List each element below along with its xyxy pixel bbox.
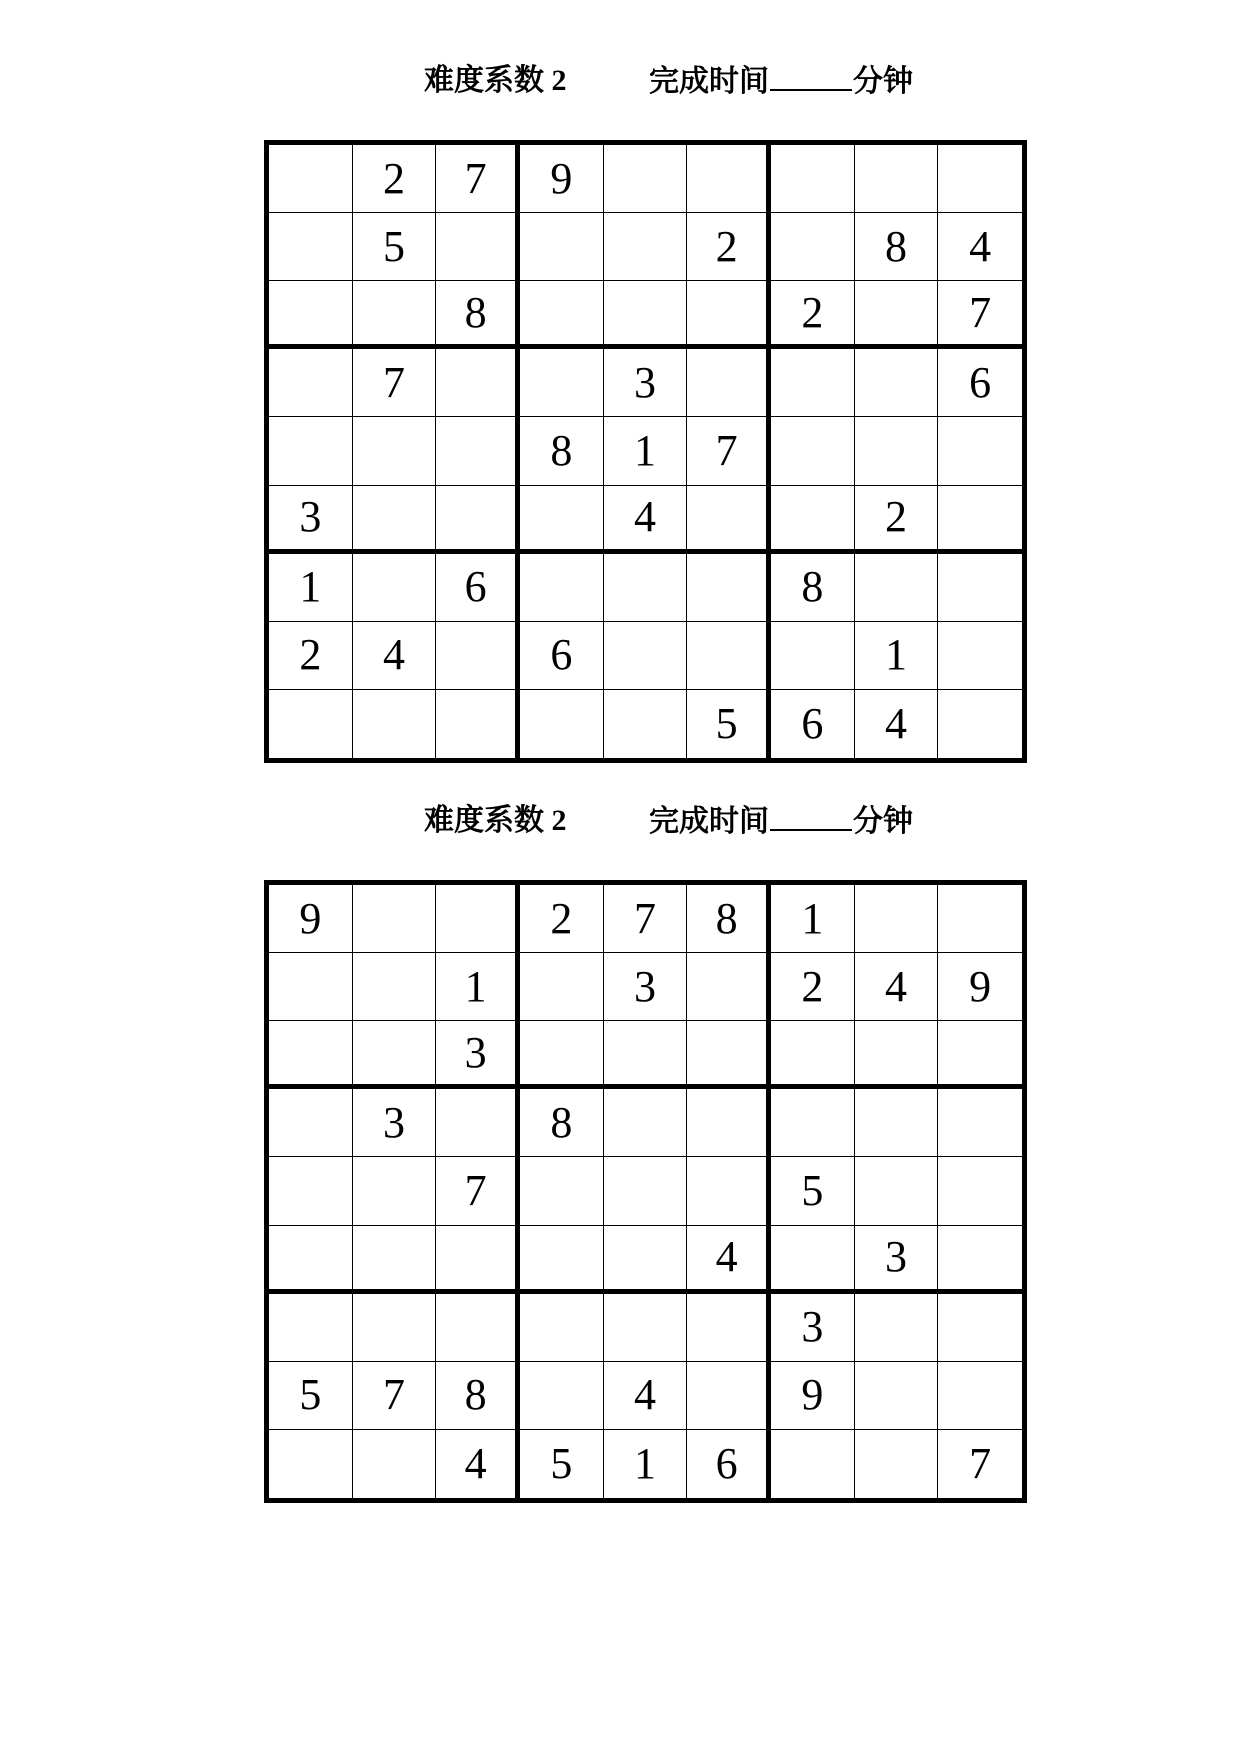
sudoku-cell[interactable]: 1 xyxy=(855,622,939,690)
sudoku-cell[interactable]: 5 xyxy=(687,690,771,758)
sudoku-cell[interactable]: 7 xyxy=(436,145,520,213)
sudoku-cell[interactable]: 8 xyxy=(520,1089,604,1157)
sudoku-cell[interactable] xyxy=(687,145,771,213)
sudoku-cell[interactable]: 9 xyxy=(520,145,604,213)
sudoku-cell[interactable] xyxy=(855,281,939,349)
sudoku-cell[interactable] xyxy=(520,690,604,758)
completion-time-label xyxy=(649,801,913,842)
sudoku-cell[interactable]: 7 xyxy=(687,417,771,485)
sudoku-cell[interactable] xyxy=(604,554,688,622)
sudoku-cell[interactable] xyxy=(520,1362,604,1430)
sudoku-cell[interactable] xyxy=(938,1226,1022,1294)
sudoku-cell[interactable] xyxy=(436,885,520,953)
sudoku-cell[interactable]: 1 xyxy=(436,953,520,1021)
sudoku-cell[interactable] xyxy=(520,213,604,281)
sudoku-cell[interactable] xyxy=(771,1430,855,1498)
sudoku-cell[interactable] xyxy=(436,1226,520,1294)
sudoku-cell[interactable]: 2 xyxy=(269,622,353,690)
sudoku-cell[interactable] xyxy=(269,349,353,417)
sudoku-cell[interactable]: 3 xyxy=(604,349,688,417)
sudoku-cell[interactable]: 2 xyxy=(520,885,604,953)
sudoku-cell[interactable] xyxy=(938,145,1022,213)
sudoku-cell[interactable]: 4 xyxy=(353,622,437,690)
sudoku-cell[interactable]: 5 xyxy=(771,1157,855,1225)
sudoku-cell[interactable] xyxy=(855,417,939,485)
sudoku-cell[interactable] xyxy=(520,1021,604,1089)
sudoku-cell[interactable] xyxy=(687,1021,771,1089)
sudoku-cell[interactable] xyxy=(520,1294,604,1362)
time-suffix: 分钟 xyxy=(853,805,913,838)
sudoku-cell[interactable]: 3 xyxy=(771,1294,855,1362)
sudoku-cell[interactable] xyxy=(938,1157,1022,1225)
sudoku-cell[interactable] xyxy=(855,349,939,417)
sudoku-cell[interactable] xyxy=(269,1157,353,1225)
sudoku-cell[interactable] xyxy=(771,1089,855,1157)
sudoku-cell[interactable]: 7 xyxy=(969,1438,992,1488)
sudoku-cell[interactable]: 8 xyxy=(855,213,939,281)
puzzle-1-header xyxy=(0,61,1241,101)
sudoku-cell[interactable]: 6 xyxy=(687,1430,771,1498)
sudoku-cell[interactable] xyxy=(353,1430,437,1498)
sudoku-cell[interactable] xyxy=(353,1021,437,1089)
sudoku-cell[interactable] xyxy=(604,622,688,690)
sudoku-cell[interactable] xyxy=(520,349,604,417)
sudoku-grid-2 xyxy=(264,880,1027,1503)
completion-time-label xyxy=(649,61,913,102)
time-suffix: 分钟 xyxy=(853,65,913,98)
sudoku-cell[interactable] xyxy=(604,281,688,349)
sudoku-cell[interactable] xyxy=(687,281,771,349)
sudoku-cell[interactable]: 5 xyxy=(269,1362,353,1430)
sudoku-cell[interactable] xyxy=(687,953,771,1021)
sudoku-cell[interactable] xyxy=(353,486,437,554)
sudoku-cell[interactable] xyxy=(353,885,437,953)
sudoku-cell[interactable] xyxy=(269,1021,353,1089)
sudoku-cell[interactable] xyxy=(269,213,353,281)
sudoku-cell[interactable] xyxy=(353,953,437,1021)
sudoku-cell[interactable] xyxy=(604,1089,688,1157)
sudoku-cell[interactable] xyxy=(938,1362,1022,1430)
sudoku-cell[interactable] xyxy=(353,417,437,485)
sudoku-cell[interactable] xyxy=(687,1089,771,1157)
sudoku-cell[interactable]: 1 xyxy=(604,1430,688,1498)
sudoku-cell[interactable]: 4 xyxy=(855,953,939,1021)
sudoku-cell[interactable] xyxy=(269,690,353,758)
sudoku-cell[interactable]: 7 xyxy=(604,885,688,953)
sudoku-cell[interactable] xyxy=(855,885,939,953)
sudoku-cell[interactable] xyxy=(771,145,855,213)
sudoku-cell[interactable] xyxy=(855,1362,939,1430)
sudoku-cell[interactable]: 7 xyxy=(353,1362,437,1430)
sudoku-cell[interactable] xyxy=(269,281,353,349)
sudoku-cell[interactable] xyxy=(269,1226,353,1294)
sudoku-cell[interactable] xyxy=(855,1430,939,1498)
sudoku-cell[interactable]: 2 xyxy=(353,145,437,213)
sudoku-cell[interactable] xyxy=(436,349,520,417)
sudoku-cell[interactable]: 1 xyxy=(771,885,855,953)
sudoku-cell[interactable] xyxy=(687,349,771,417)
sudoku-cell[interactable]: 8 xyxy=(436,1362,520,1430)
sudoku-cell[interactable] xyxy=(604,690,688,758)
sudoku-cell[interactable] xyxy=(687,486,771,554)
sudoku-cell[interactable]: 4 xyxy=(436,1430,520,1498)
sudoku-cell[interactable] xyxy=(520,486,604,554)
sudoku-cell[interactable] xyxy=(938,1089,1022,1157)
sudoku-cell[interactable]: 8 xyxy=(436,281,520,349)
sudoku-cell[interactable] xyxy=(436,690,520,758)
sudoku-cell[interactable] xyxy=(687,554,771,622)
sudoku-cell[interactable] xyxy=(269,1430,353,1498)
sudoku-cell[interactable] xyxy=(269,953,353,1021)
sudoku-cell[interactable]: 3 xyxy=(436,1021,520,1089)
sudoku-cell[interactable] xyxy=(604,1157,688,1225)
sudoku-cell[interactable] xyxy=(520,1226,604,1294)
sudoku-cell[interactable] xyxy=(353,554,437,622)
sudoku-cell[interactable] xyxy=(269,1294,353,1362)
sudoku-cell[interactable] xyxy=(436,1089,520,1157)
sudoku-cell[interactable] xyxy=(687,622,771,690)
sudoku-cell[interactable] xyxy=(436,486,520,554)
sudoku-cell[interactable]: 5 xyxy=(520,1430,604,1498)
sudoku-cell[interactable] xyxy=(938,885,1022,953)
sudoku-cell[interactable] xyxy=(520,281,604,349)
sudoku-cell[interactable] xyxy=(938,554,1022,622)
puzzle-2-header xyxy=(0,801,1241,841)
sudoku-grid-1 xyxy=(264,140,1027,763)
sudoku-cell[interactable] xyxy=(771,1021,855,1089)
sudoku-cell[interactable] xyxy=(436,417,520,485)
time-prefix: 完成时间 xyxy=(649,65,769,98)
time-blank-line[interactable] xyxy=(770,61,852,91)
sudoku-cell[interactable]: 1 xyxy=(269,554,353,622)
sudoku-cell[interactable] xyxy=(855,1294,939,1362)
sudoku-cell[interactable] xyxy=(938,690,1022,758)
sudoku-cell[interactable] xyxy=(687,1362,771,1430)
sudoku-cell[interactable]: 3 xyxy=(353,1089,437,1157)
sudoku-cell[interactable] xyxy=(604,1021,688,1089)
sudoku-cell[interactable] xyxy=(353,1157,437,1225)
time-blank-line[interactable] xyxy=(770,801,852,831)
sudoku-cell[interactable]: 7 xyxy=(353,349,437,417)
sudoku-cell[interactable] xyxy=(687,1294,771,1362)
sudoku-cell[interactable] xyxy=(938,486,1022,554)
sudoku-cell[interactable]: 5 xyxy=(353,213,437,281)
sudoku-cell[interactable] xyxy=(604,213,688,281)
sudoku-cell[interactable] xyxy=(771,349,855,417)
sudoku-cell[interactable] xyxy=(604,145,688,213)
sudoku-cell[interactable]: 4 xyxy=(855,690,939,758)
sudoku-cell[interactable] xyxy=(771,622,855,690)
sudoku-cell[interactable] xyxy=(855,1157,939,1225)
sudoku-cell[interactable] xyxy=(436,622,520,690)
sudoku-cell[interactable] xyxy=(938,417,1022,485)
sudoku-cell[interactable]: 7 xyxy=(436,1157,520,1225)
sudoku-cell[interactable]: 3 xyxy=(269,486,353,554)
sudoku-cell[interactable]: 9 xyxy=(771,1362,855,1430)
sudoku-cell[interactable]: 4 xyxy=(604,486,688,554)
sudoku-cell[interactable] xyxy=(353,1294,437,1362)
sudoku-cell[interactable]: 6 xyxy=(938,349,1022,417)
sudoku-cell[interactable]: 2 xyxy=(855,486,939,554)
sudoku-cell[interactable] xyxy=(269,1089,353,1157)
difficulty-label: 难度系数 2 xyxy=(424,804,567,837)
sudoku-cell[interactable]: 1 xyxy=(604,417,688,485)
sudoku-cell[interactable]: 6 xyxy=(436,554,520,622)
sudoku-cell[interactable] xyxy=(269,145,353,213)
sudoku-cell[interactable]: 2 xyxy=(687,213,771,281)
sudoku-cell[interactable]: 3 xyxy=(855,1226,939,1294)
sudoku-cell[interactable]: 8 xyxy=(687,885,771,953)
sudoku-cell[interactable]: 9 xyxy=(938,953,1022,1021)
sudoku-cell[interactable] xyxy=(938,1294,1022,1362)
sudoku-cell[interactable]: 4 xyxy=(604,1362,688,1430)
sudoku-cell[interactable] xyxy=(771,417,855,485)
sudoku-cell[interactable] xyxy=(353,1226,437,1294)
sudoku-cell[interactable] xyxy=(604,1226,688,1294)
sudoku-cell[interactable] xyxy=(771,486,855,554)
sudoku-cell[interactable]: 6 xyxy=(771,690,855,758)
time-prefix: 完成时间 xyxy=(649,805,769,838)
sudoku-cell[interactable] xyxy=(353,690,437,758)
sudoku-cell[interactable]: 4 xyxy=(938,213,1022,281)
sudoku-cell[interactable]: 3 xyxy=(604,953,688,1021)
sudoku-cell[interactable] xyxy=(520,1157,604,1225)
sudoku-cell[interactable]: 2 xyxy=(771,281,855,349)
sudoku-cell[interactable] xyxy=(855,1021,939,1089)
sudoku-cell[interactable] xyxy=(855,554,939,622)
sudoku-cell[interactable] xyxy=(436,213,520,281)
sudoku-cell[interactable] xyxy=(269,417,353,485)
sudoku-cell[interactable]: 2 xyxy=(771,953,855,1021)
sudoku-cell[interactable]: 7 xyxy=(938,281,1022,349)
sudoku-cell[interactable] xyxy=(604,1294,688,1362)
sudoku-cell[interactable] xyxy=(938,1021,1022,1089)
sudoku-cell[interactable]: 6 xyxy=(520,622,604,690)
sudoku-cell[interactable] xyxy=(855,1089,939,1157)
sudoku-cell[interactable] xyxy=(855,145,939,213)
sudoku-cell[interactable] xyxy=(771,1226,855,1294)
sudoku-cell[interactable]: 4 xyxy=(687,1226,771,1294)
sudoku-cell[interactable]: 8 xyxy=(520,417,604,485)
sudoku-cell[interactable]: 9 xyxy=(269,885,353,953)
sudoku-cell[interactable] xyxy=(520,554,604,622)
sudoku-cell[interactable] xyxy=(436,1294,520,1362)
difficulty-label: 难度系数 2 xyxy=(424,64,567,97)
sudoku-cell[interactable]: 8 xyxy=(771,554,855,622)
sudoku-cell[interactable] xyxy=(687,1157,771,1225)
sudoku-cell[interactable] xyxy=(353,281,437,349)
sudoku-cell[interactable] xyxy=(938,622,1022,690)
sudoku-cell[interactable] xyxy=(520,953,604,1021)
sudoku-cell[interactable] xyxy=(771,213,855,281)
